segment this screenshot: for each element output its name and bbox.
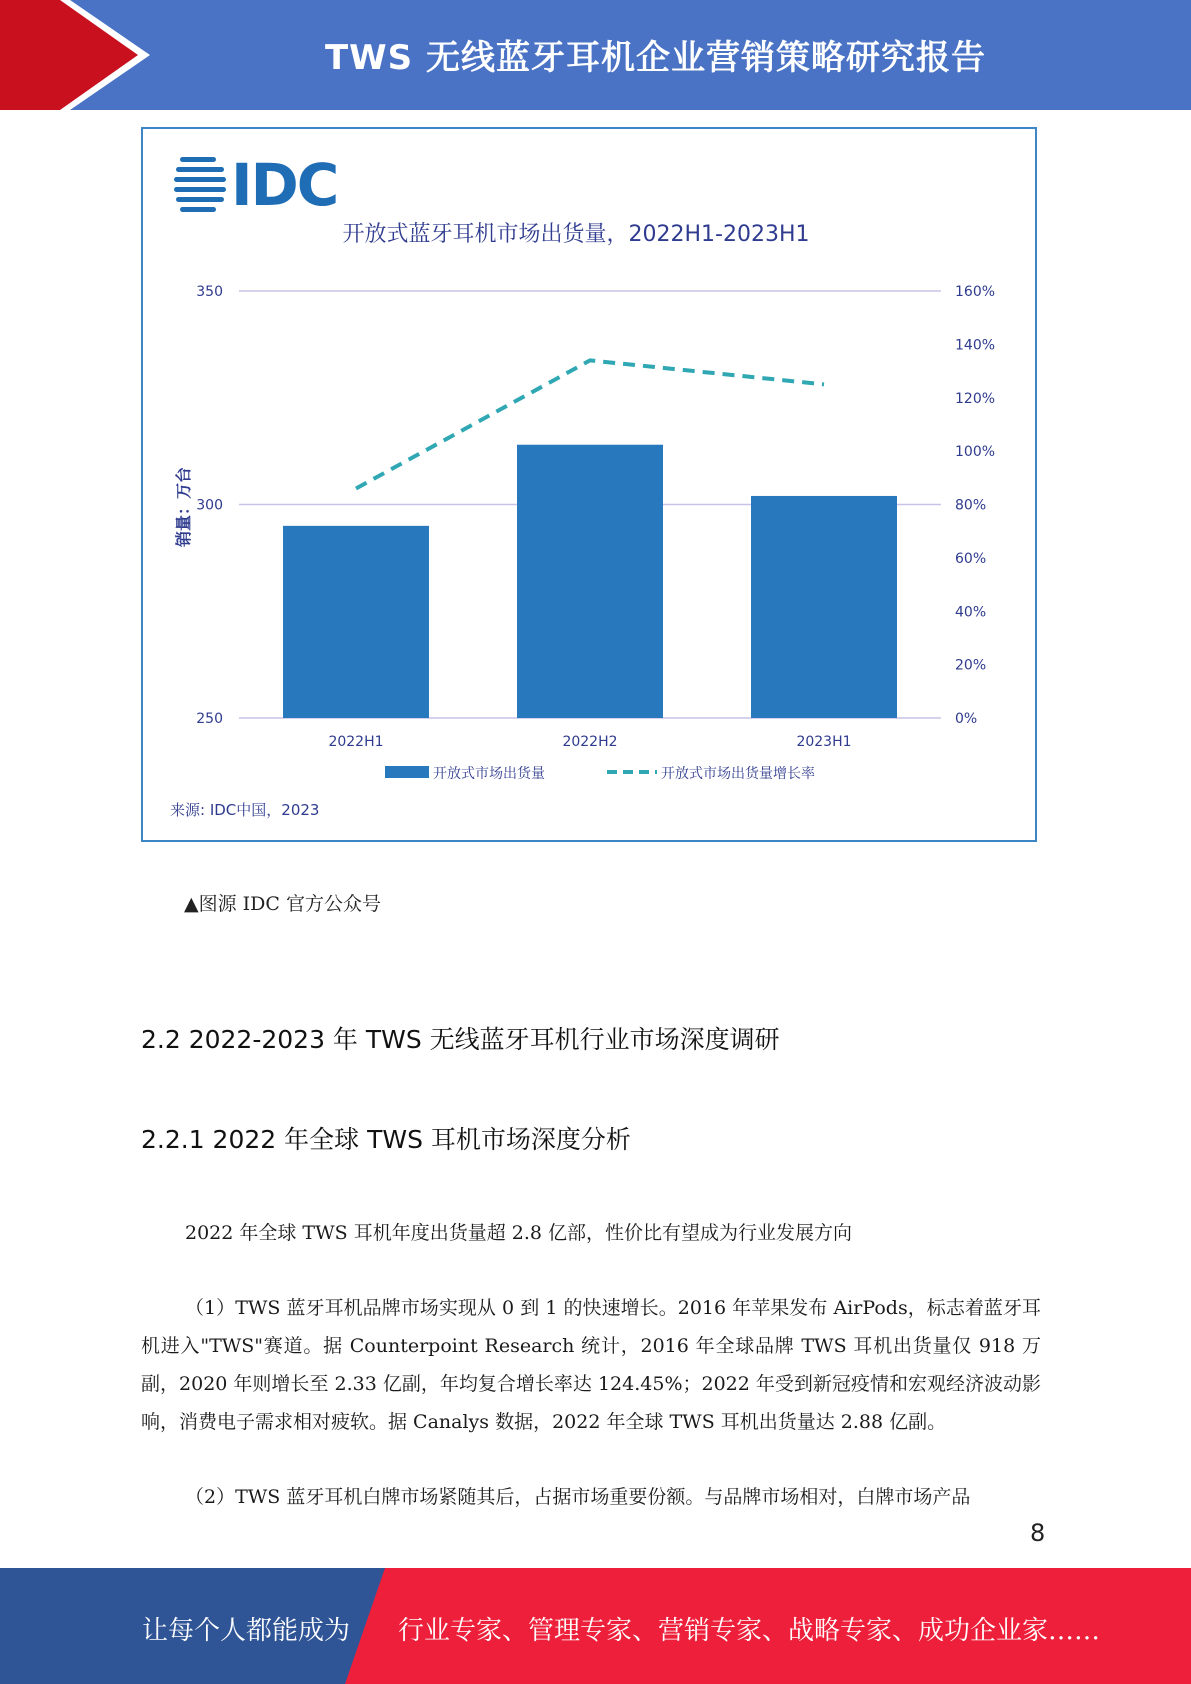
legend-swatch-bar bbox=[385, 766, 429, 778]
page-footer bbox=[0, 1568, 1191, 1684]
y-tick-label: 250 bbox=[196, 711, 223, 727]
header-arrow-decoration bbox=[0, 0, 160, 110]
idc-chart-figure bbox=[141, 127, 1037, 842]
svg-text:IDC: IDC bbox=[231, 151, 338, 219]
y2-tick-label: 60% bbox=[955, 550, 987, 567]
footer-slogan-right: 行业专家、管理专家、营销专家、战略专家、成功企业家…… bbox=[398, 1616, 1101, 1646]
page-number: 8 bbox=[1030, 1519, 1046, 1547]
x-tick-label: 2022H2 bbox=[562, 734, 618, 750]
y2-tick-label: 100% bbox=[955, 444, 996, 461]
paragraph-2: （2）TWS 蓝牙耳机白牌市场紧随其后，占据市场重要份额。与品牌市场相对，白牌市场产品 bbox=[185, 1486, 971, 1508]
y2-tick-label: 140% bbox=[955, 337, 996, 354]
legend-label-line: 开放式市场出货量增长率 bbox=[661, 766, 815, 782]
y-tick-label: 350 bbox=[196, 284, 223, 300]
y2-tick-label: 20% bbox=[955, 657, 987, 674]
section-heading-2-2: 2.2 2022-2023 年 TWS 无线蓝牙耳机行业市场深度调研 bbox=[141, 1025, 780, 1054]
chart-legend bbox=[385, 765, 815, 782]
x-tick-label: 2023H1 bbox=[796, 734, 852, 750]
idc-logo bbox=[174, 151, 337, 219]
figure-caption: ▲图源 IDC 官方公众号 bbox=[184, 893, 381, 915]
footer-slogan-left: 让每个人都能成为 bbox=[142, 1616, 351, 1646]
chart-source: 来源: IDC中国，2023 bbox=[170, 801, 320, 819]
paragraph-1: （1）TWS 蓝牙耳机品牌市场实现从 0 到 1 的快速增长。2016 年苹果发布 AirPods，标志着蓝牙耳机进入"TWS"赛道。据 Counterpoint Research 统计，2016 年全球品牌 TWS 耳机出货量仅 918 万副，2020 年则增长至 2.33 亿副，年均复合增长率达 124.45%；2022 年受到新冠疫情和宏观经济波动影响，消费电子需求相对疲软。据 Canalys 数据，2022 年全球 TWS 耳机出货量达 2.88 亿副。 bbox=[141, 1297, 1041, 1433]
lead-paragraph: 2022 年全球 TWS 耳机年度出货量超 2.8 亿部，性价比有望成为行业发展方向 bbox=[185, 1222, 852, 1244]
chart-svg bbox=[143, 129, 1039, 844]
y-axis-label: 销量：万台 bbox=[174, 466, 193, 548]
y-tick-label: 300 bbox=[196, 497, 223, 514]
bar bbox=[517, 445, 663, 718]
chart-title: 开放式蓝牙耳机市场出货量，2022H1-2023H1 bbox=[342, 222, 810, 247]
bar bbox=[751, 496, 897, 718]
y2-tick-label: 80% bbox=[955, 497, 987, 514]
y2-tick-label: 0% bbox=[955, 711, 978, 727]
y2-tick-label: 160% bbox=[955, 284, 996, 300]
y2-tick-label: 120% bbox=[955, 390, 996, 407]
x-tick-label: 2022H1 bbox=[328, 734, 384, 750]
section-heading-2-2-1: 2.2.1 2022 年全球 TWS 耳机市场深度分析 bbox=[141, 1125, 631, 1154]
legend-label-bar: 开放式市场出货量 bbox=[433, 766, 545, 782]
page-header bbox=[0, 0, 1191, 110]
bar bbox=[283, 526, 429, 718]
document-title: TWS 无线蓝牙耳机企业营销策略研究报告 bbox=[324, 38, 987, 78]
y2-tick-label: 40% bbox=[955, 604, 987, 621]
